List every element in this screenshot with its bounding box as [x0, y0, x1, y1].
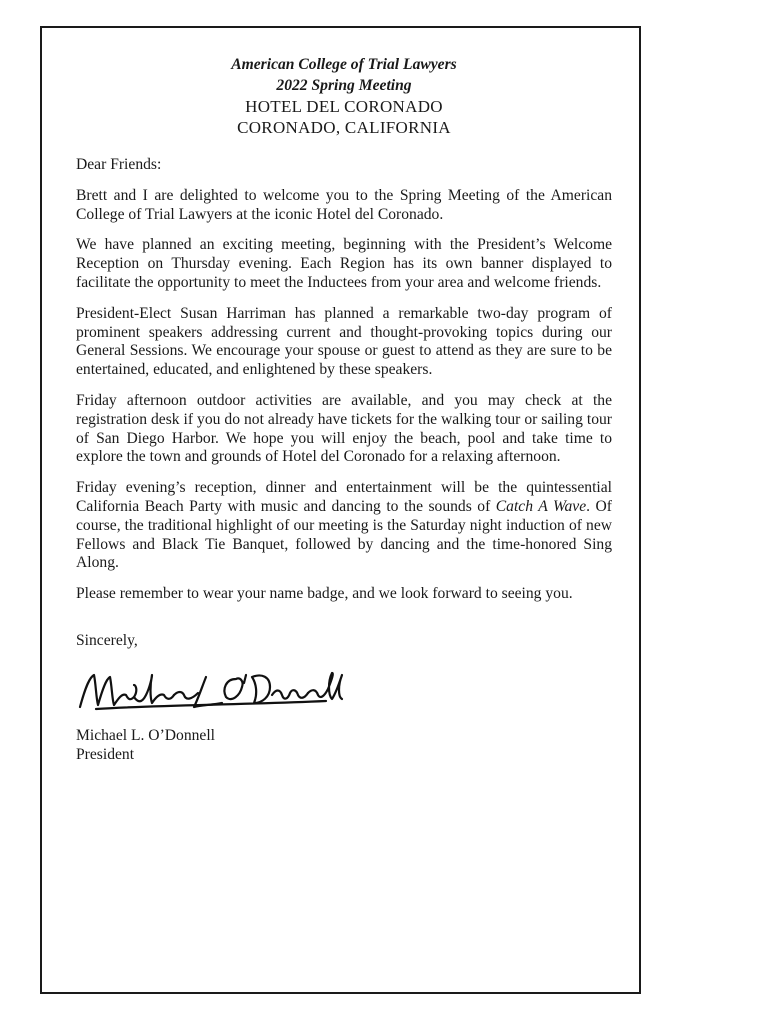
letter-page [40, 26, 641, 994]
closing: Sincerely, [76, 631, 138, 649]
paragraph-beach-party-end: . Of course, the traditional highlight of our meeting is the Saturday night induction of new Fellows and Black Tie Banquet, followed by dancing and the time-honored Sing Along. [76, 497, 612, 572]
signature-image [76, 665, 346, 715]
signer-title: President [76, 745, 135, 763]
paragraph-program: President-Elect Susan Harriman has planned a remarkable two-day program of prominent speakers addressing current and thought-provoking topics during our General Sessions. We encourage your spouse or guest to attend as they are sure to be entertained, educated, and enlightened by these speakers. [76, 304, 612, 379]
organization-name: American College of Trial Lawyers [231, 56, 457, 73]
paragraph-reception: We have planned an exciting meeting, beginning with the President’s Welcome Reception on Thursday evening. Each Region has its own banner displayed to facilitate the opportunity to meet the Inductees from your area and welcome friends. [76, 236, 612, 291]
paragraph-beach-party [76, 479, 612, 573]
paragraph-beach-party-start: Friday evening’s reception, dinner and entertainment will be the quintessential California Beach Party with music and dancing to the sounds of [76, 479, 612, 515]
venue-name: HOTEL DEL CORONADO [245, 97, 443, 116]
paragraph-welcome: Brett and I are delighted to welcome you to the Spring Meeting of the American College of Trial Lawyers at the iconic Hotel del Coronado. [76, 186, 612, 223]
letter-body [76, 54, 612, 764]
salutation: Dear Friends: [76, 156, 162, 173]
meeting-name: 2022 Spring Meeting [276, 77, 412, 94]
band-name: Catch A Wave [495, 497, 587, 515]
paragraph-activities: Friday afternoon outdoor activities are available, and you may check at the registration desk if you do not already have tickets for the walking tour or sailing tour of San Diego Harbor. We hope you will enjoy the beach, pool and take time to explore the town and grounds of Hotel del Coronado for a relaxing afternoon. [76, 391, 612, 466]
paragraph-name-badge: Please remember to wear your name badge, and we look forward to seeing you. [76, 585, 573, 603]
venue-location: CORONADO, CALIFORNIA [237, 118, 451, 137]
letterhead [76, 54, 612, 138]
signer-name: Michael L. O’Donnell [76, 726, 216, 744]
